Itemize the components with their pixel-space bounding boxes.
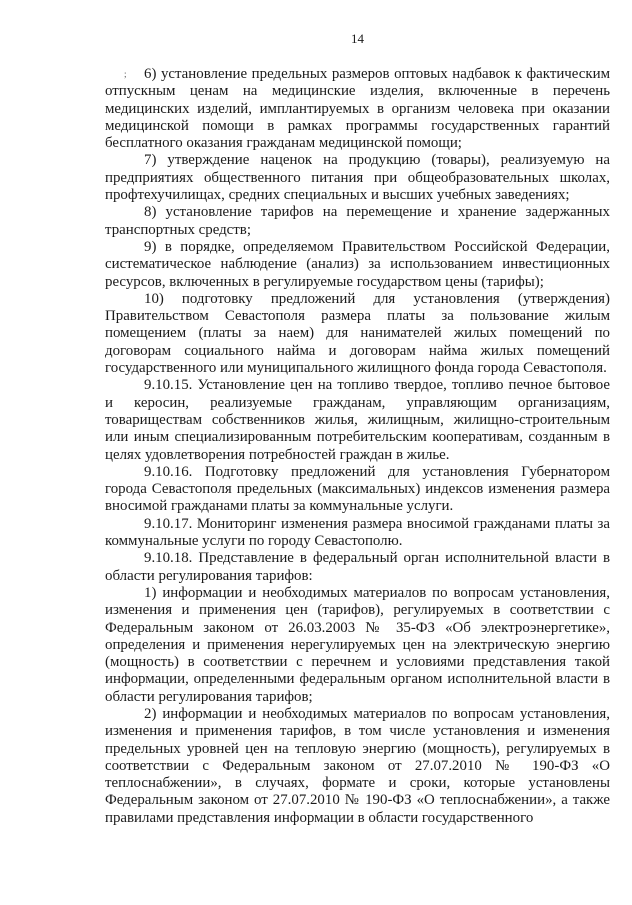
paragraph-item-10: 10) подготовку предложений для установления (утверждения) Правительством Севастополя размера платы за пользование жилым помещением (платы за наем) для нанимателей жилых помещений по договорам социального найма и договорам найма жилых помещений государственного или муниципального жилищного фонда города Севастополя. — [105, 290, 610, 377]
paragraph-subitem-2: 2) информации и необходимых материалов по вопросам установления, изменения и применения тарифов, в том числе установления и изменения предельных уровней цен на тепловую энергию (мощность), регулируемых в соответствии с Федеральным законом от 27.07.2010 № 190-ФЗ «О теплоснабжении», в случаях, формате и сроки, которые установлены Федеральным законом от 27.07.2010 № 190-ФЗ «О теплоснабжении», а также правилами представления информации в области государственного — [105, 705, 610, 826]
paragraph-9-10-15: 9.10.15. Установление цен на топливо твердое, топливо печное бытовое и керосин, реализуемые гражданам, управляющим организациям, товариществам собственников жилья, жилищным, жилищно-строительным или иным специализированным потребительским кооперативам, созданным в целях удовлетворения потребностей граждан в жилье. — [105, 377, 610, 463]
paragraph-subitem-1: 1) информации и необходимых материалов по вопросам установления, изменения и применения цен (тарифов), регулируемых в соответствии с Федеральным законом от 26.03.2003 № 35-ФЗ «Об электроэнергетике», определения и применения нерегулируемых цен на электрическую энергию (мощность) в соответствии с перечнем и условиями представления такой информации, определенными федеральным органом исполнительной власти в области регулирования тарифов; — [105, 584, 610, 705]
page-number: 14 — [351, 31, 364, 46]
paragraph-9-10-17: 9.10.17. Мониторинг изменения размера вносимой гражданами платы за коммунальные услуги по городу Севастополю. — [105, 515, 610, 550]
paragraph-item-7: 7) утверждение наценок на продукцию (товары), реализуемую на предприятиях общественного питания при общеобразовательных школах, профтехучилищах, средних специальных и высших учебных заведениях; — [105, 152, 610, 204]
paragraph-item-9: 9) в порядке, определяемом Правительством Российской Федерации, систематическое наблюдение (анализ) за использованием инвестиционных ресурсов, включенных в регулируемые государством цены (тарифы); — [105, 238, 610, 290]
scan-mark: ; — [124, 69, 127, 79]
paragraph-9-10-16: 9.10.16. Подготовку предложений для установления Губернатором города Севастополя предельных (максимальных) индексов изменения размера вносимой гражданами платы за коммунальные услуги. — [105, 463, 610, 515]
paragraph-item-8: 8) установление тарифов на перемещение и хранение задержанных транспортных средств; — [105, 204, 610, 238]
paragraph-9-10-18: 9.10.18. Представление в федеральный орган исполнительной власти в области регулирования тарифов: — [105, 550, 610, 584]
paragraph-item-6: 6) установление предельных размеров оптовых надбавок к фактическим отпускным ценам на медицинские изделия, включенные в перечень медицинских изделий, имплантируемых в организм человека при оказании медицинской помощи в рамках программы государственных гарантий бесплатного оказания гражданам медицинской помощи; — [105, 66, 610, 152]
